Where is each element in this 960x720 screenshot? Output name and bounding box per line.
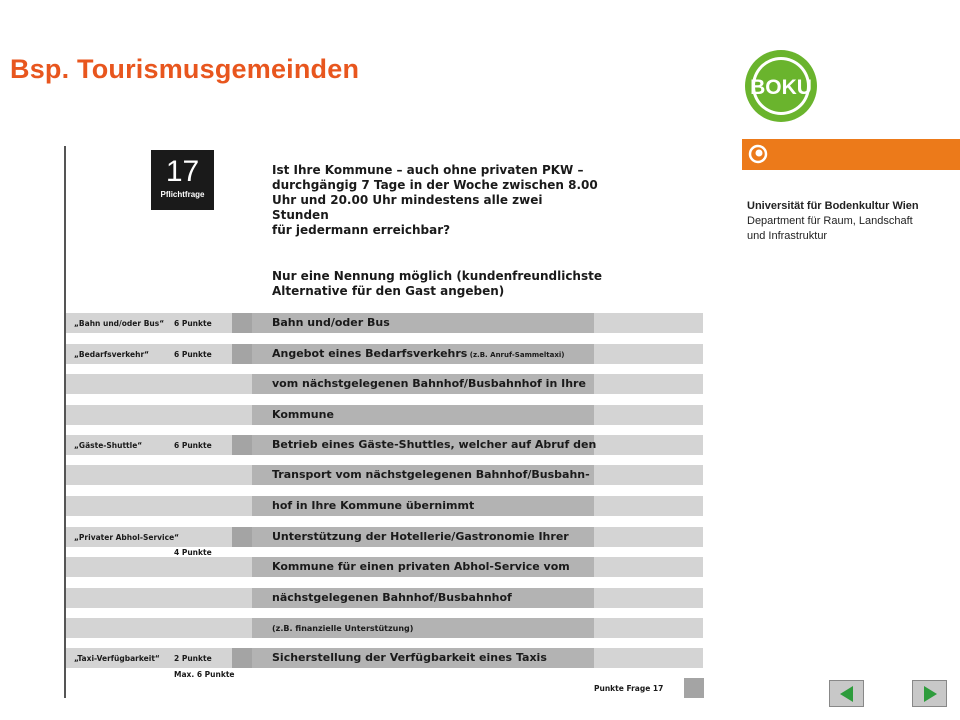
- answer-text: vom nächstgelegenen Bahnhof/Busbahnhof in Ihre: [272, 377, 586, 390]
- department-line-1: Department für Raum, Landschaft: [747, 215, 913, 227]
- answer-text-main: Angebot eines Bedarfsverkehrs: [272, 347, 468, 360]
- question-number: 17: [165, 155, 200, 188]
- university-info: [747, 199, 919, 244]
- next-slide-button[interactable]: [912, 680, 947, 707]
- total-points-label: Punkte Frage 17: [594, 684, 664, 693]
- max-points: Max. 6 Punkte: [174, 670, 235, 679]
- question-note: [272, 269, 602, 299]
- option-label: „Taxi-Verfügbarkeit“: [74, 654, 160, 663]
- answer-row: [66, 344, 703, 364]
- checkbox-cell: [232, 527, 252, 547]
- answer-text: Kommune für einen privaten Abhol-Service vom: [272, 560, 570, 573]
- answer-row: [66, 648, 703, 668]
- question-line: für jedermann erreichbar?: [272, 223, 451, 237]
- answer-text: Unterstützung der Hotellerie/Gastronomie Ihrer: [272, 530, 569, 543]
- question-line: Uhr und 20.00 Uhr mindestens alle zwei Stunden: [272, 193, 543, 222]
- option-points: 6 Punkte: [174, 350, 212, 359]
- answer-row: [66, 496, 703, 516]
- option-label: „Gäste-Shuttle“: [74, 441, 143, 450]
- option-label: „Bahn und/oder Bus“: [74, 319, 165, 328]
- option-points: 6 Punkte: [174, 319, 212, 328]
- logo-text: BOKU: [750, 76, 812, 99]
- triangle-right-icon: [920, 685, 940, 703]
- university-name: Universität für Bodenkultur Wien: [747, 200, 919, 212]
- option-label: „Privater Abhol-Service“: [74, 533, 180, 542]
- answer-row: [66, 405, 703, 425]
- option-points: 6 Punkte: [174, 441, 212, 450]
- option-points: 2 Punkte: [174, 654, 212, 663]
- question-text: [272, 163, 602, 238]
- question-line: durchgängig 7 Tage in der Woche zwischen 8.00: [272, 178, 598, 192]
- checkbox-cell: [232, 313, 252, 333]
- answer-text-example: (z.B. Anruf-Sammeltaxi): [467, 351, 565, 359]
- option-label: „Bedarfsverkehr“: [74, 350, 150, 359]
- checkbox-cell: [232, 435, 252, 455]
- note-line: Nur eine Nennung möglich (kundenfreundlichste: [272, 269, 602, 283]
- answer-row: [66, 588, 703, 608]
- brand-bar: [742, 139, 960, 170]
- answer-text: Bahn und/oder Bus: [272, 316, 390, 329]
- checkbox-cell: [232, 344, 252, 364]
- answer-row: [66, 465, 703, 485]
- slide-title: Bsp. Tourismusgemeinden: [10, 54, 360, 84]
- answer-row: [66, 374, 703, 394]
- answer-row: [66, 557, 703, 577]
- answer-text: Sicherstellung der Verfügbarkeit eines Taxis: [272, 651, 547, 664]
- checkbox-cell: [232, 648, 252, 668]
- answer-row: [66, 435, 703, 455]
- department-line-2: und Infrastruktur: [747, 230, 828, 242]
- question-line: Ist Ihre Kommune – auch ohne privaten PKW –: [272, 163, 584, 177]
- question-number-badge: [151, 150, 214, 210]
- answer-text: Betrieb eines Gäste-Shuttles, welcher auf Abruf den: [272, 438, 597, 451]
- option-points: 4 Punkte: [174, 548, 212, 557]
- boku-logo: [742, 48, 820, 124]
- answer-text: (z.B. finanzielle Unterstützung): [272, 624, 414, 633]
- answer-text: hof in Ihre Kommune übernimmt: [272, 499, 475, 512]
- answer-text: [272, 347, 565, 360]
- answer-text: Kommune: [272, 408, 334, 421]
- prev-slide-button[interactable]: [829, 680, 864, 707]
- answer-text: nächstgelegenen Bahnhof/Busbahnhof: [272, 591, 512, 604]
- answer-row: [66, 527, 703, 547]
- question-badge-label: Pflichtfrage: [160, 190, 205, 199]
- triangle-left-icon: [837, 685, 857, 703]
- total-points-box: [684, 678, 704, 698]
- answer-row: [66, 618, 703, 638]
- answer-text: Transport vom nächstgelegenen Bahnhof/Busbahn-: [272, 468, 590, 481]
- note-line: Alternative für den Gast angeben): [272, 284, 505, 298]
- brand-swirl-icon: [748, 144, 768, 164]
- answer-row: [66, 313, 703, 333]
